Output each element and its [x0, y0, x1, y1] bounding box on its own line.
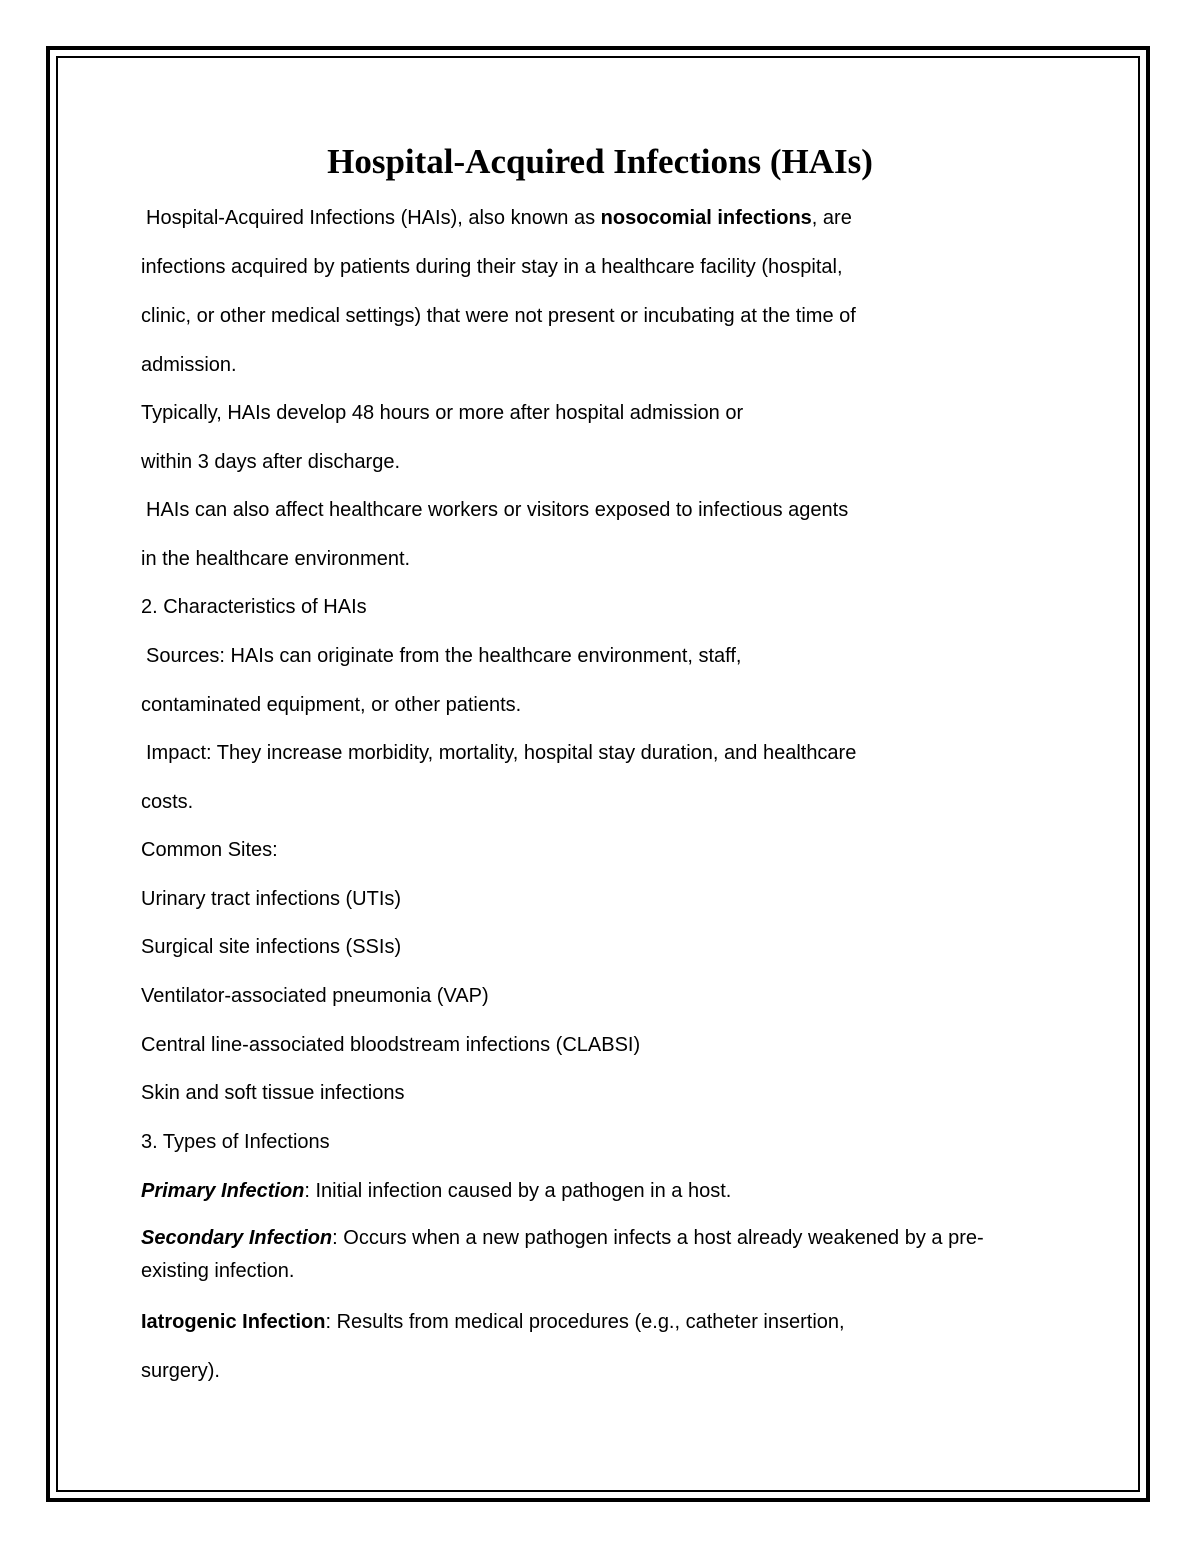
- intro-text: Hospital-Acquired Infections (HAIs), also known as: [146, 207, 601, 229]
- nosocomial-term: nosocomial infections: [600, 207, 812, 229]
- secondary-desc: : Occurs when a new pathogen infects a host already weakened by a pre-existing infection.: [141, 1227, 984, 1282]
- iatrogenic-desc: : Results from medical procedures (e.g., catheter insertion,: [325, 1311, 845, 1333]
- site-item: Urinary tract infections (UTIs): [141, 888, 402, 910]
- secondary-term: Secondary Infection: [141, 1227, 333, 1249]
- site-item: Skin and soft tissue infections: [141, 1082, 405, 1104]
- intro-text-end: , are: [811, 207, 852, 229]
- intro-line-4: admission.: [141, 354, 237, 376]
- sources-line-2: contaminated equipment, or other patients.: [141, 694, 522, 716]
- site-item: Central line-associated bloodstream infections (CLABSI): [141, 1034, 641, 1056]
- iatrogenic-term: Iatrogenic Infection: [141, 1311, 326, 1333]
- intro-line-2: infections acquired by patients during their stay in a healthcare facility (hospital,: [141, 256, 843, 278]
- iatrogenic-line-2: surgery).: [141, 1360, 220, 1382]
- common-sites-heading: Common Sites:: [141, 839, 278, 861]
- primary-infection-item: [141, 1177, 731, 1205]
- primary-term: Primary Infection: [141, 1180, 305, 1202]
- impact-line-1: Impact: They increase morbidity, mortality, hospital stay duration, and healthcare: [146, 742, 857, 764]
- sources-line-1: Sources: HAIs can originate from the healthcare environment, staff,: [146, 645, 742, 667]
- intro-line-1: [146, 204, 852, 232]
- iatrogenic-infection-item: [141, 1308, 845, 1336]
- workers-line-2: in the healthcare environment.: [141, 548, 411, 570]
- typical-line-2: within 3 days after discharge.: [141, 451, 401, 473]
- impact-line-2: costs.: [141, 791, 194, 813]
- site-item: Surgical site infections (SSIs): [141, 936, 402, 958]
- intro-line-3: clinic, or other medical settings) that were not present or incubating at the time of: [141, 305, 856, 327]
- section-3-heading: 3. Types of Infections: [141, 1131, 330, 1153]
- primary-desc: : Initial infection caused by a pathogen in a host.: [304, 1180, 732, 1202]
- document-title: Hospital-Acquired Infections (HAIs): [327, 142, 873, 181]
- site-item: Ventilator-associated pneumonia (VAP): [141, 985, 489, 1007]
- secondary-infection-item: [141, 1222, 1041, 1288]
- typical-line-1: Typically, HAIs develop 48 hours or more after hospital admission or: [141, 402, 744, 424]
- workers-line-1: HAIs can also affect healthcare workers or visitors exposed to infectious agents: [146, 499, 849, 521]
- section-2-heading: 2. Characteristics of HAIs: [141, 596, 367, 618]
